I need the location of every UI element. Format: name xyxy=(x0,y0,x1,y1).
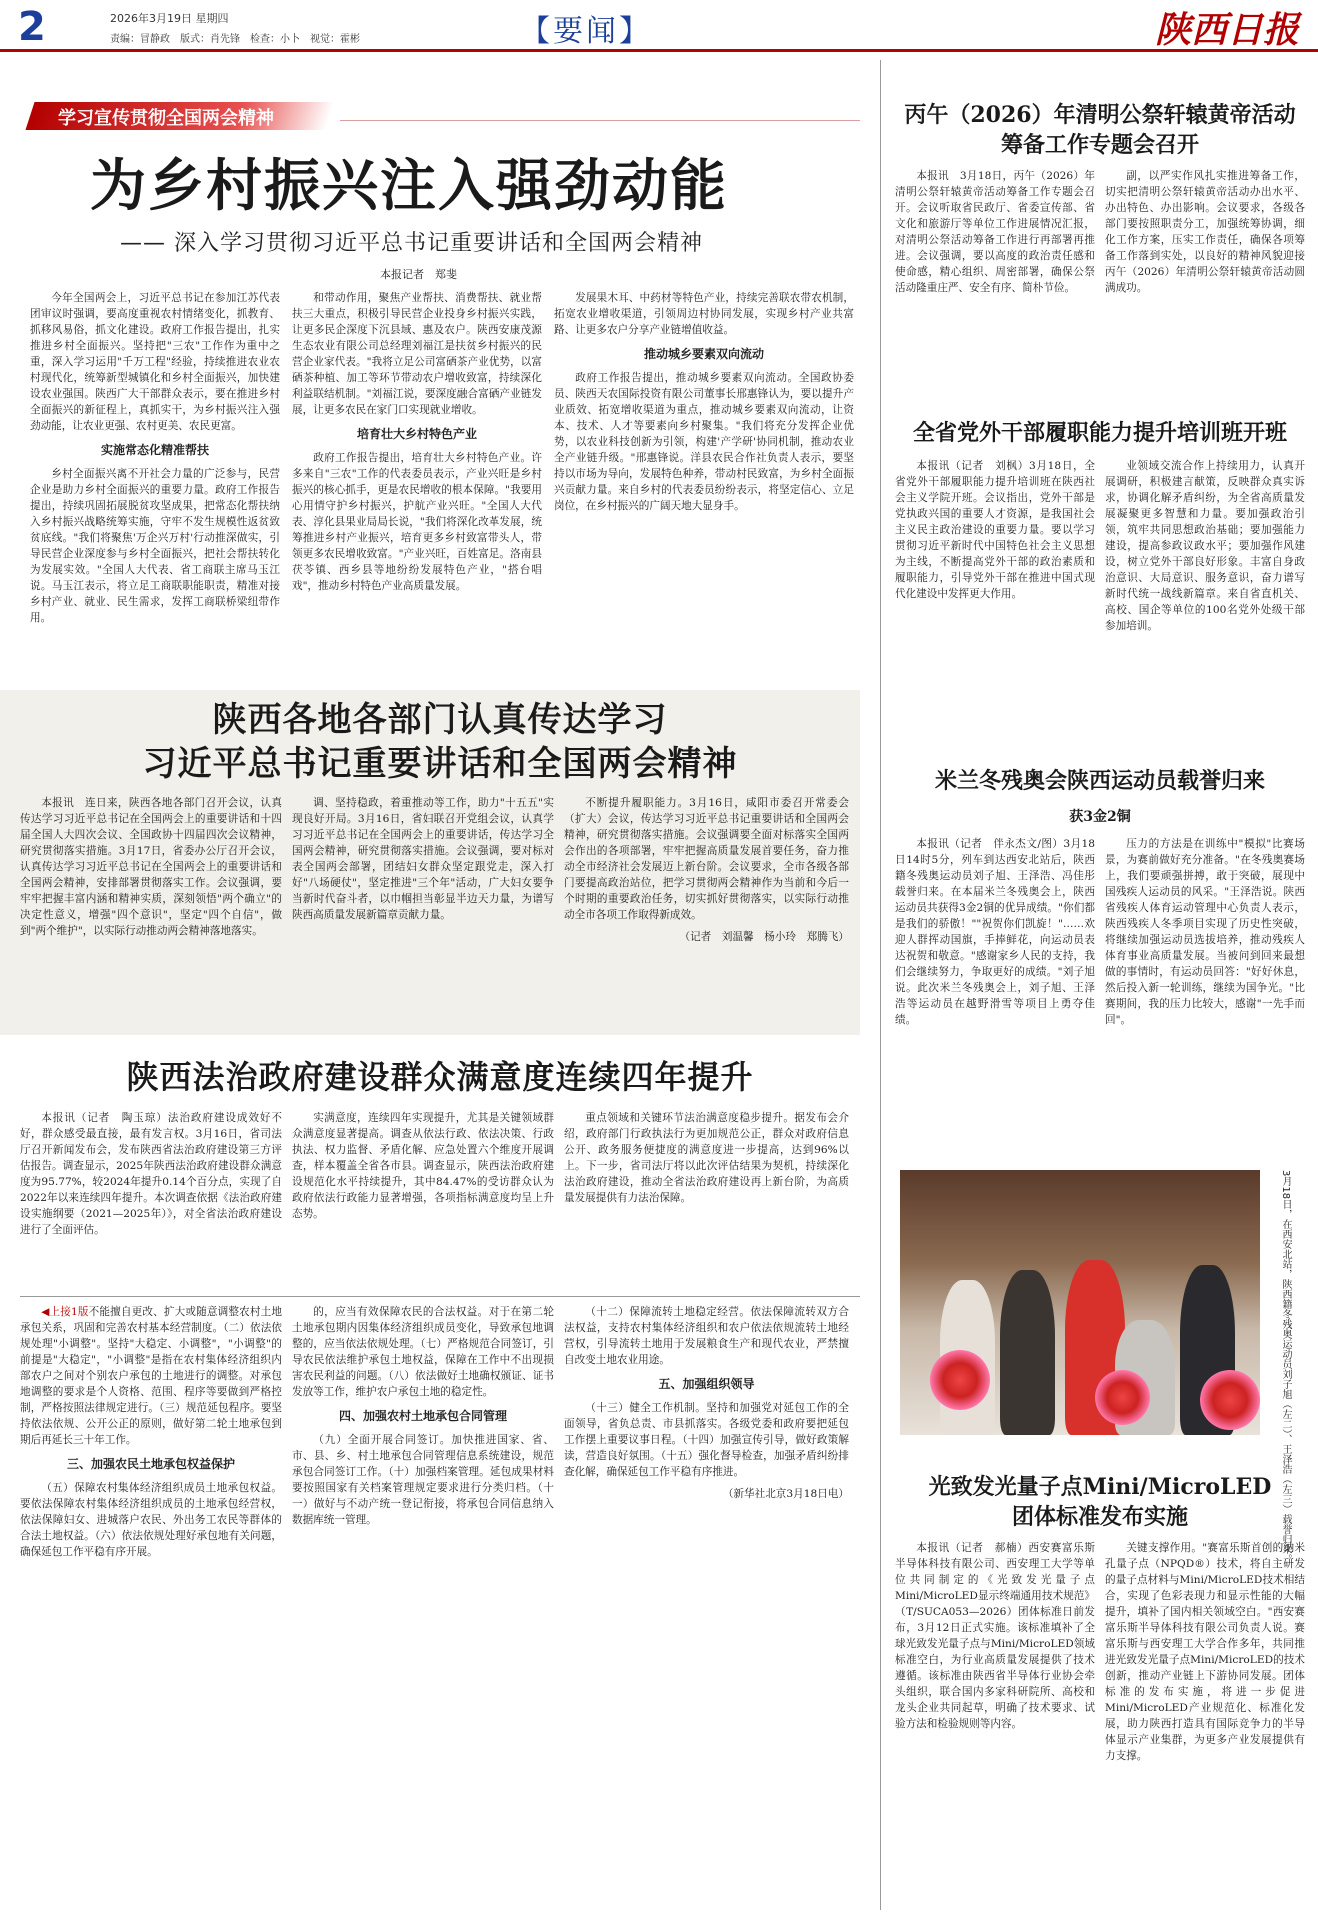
article-3-column-2 xyxy=(292,1110,554,1222)
right-1-headline-line-1: 丙午（2026）年清明公祭轩辕黄帝活动 xyxy=(904,102,1296,128)
lead-subhead-2: 培育壮大乡村特色产业 xyxy=(356,427,477,441)
lead-subhead-3: 推动城乡要素双向流动 xyxy=(643,347,764,361)
right-4-para: 本报讯（记者 郝楠）西安赛富乐斯半导体科技有限公司、西安理工大学等单位共同制定的《光致发光量子点Mini/MicroLED显示终端通用技术规范》（T/SUCA053—2026）团体标准日前发布，3月12日正式实施。该标准填补了全球光致发光量子点与Mini/MicroLED领域标准空白，为行业高质量发展提供了技术遵循。该标准由陕西省半导体行业协会牵头组织，联合国内多家科研院所、高校和龙头企业共同起草，明确了技术要求、试验方法和检验规则等内容。 xyxy=(895,1542,1095,1730)
right-2-headline: 全省党外干部履职能力提升培训班开班 xyxy=(912,420,1287,446)
right-2-para: 业领域交流合作上持续用力，认真开展调研，积极建言献策，反映群众真实诉求，协调化解矛盾纠纷，为全省高质量发展凝聚更多智慧和力量。要加强政治引领，筑牢共同思想政治基础；要加强能力建设，提高参政议政水平；要加强作风建设，树立党外干部良好形象。丰富自身政治意识、大局意识、服务意识，奋力谱写新时代统一战线新篇章。来自省直机关、高校、国企等单位的100名党外处级干部参加培训。 xyxy=(1105,460,1305,632)
article-2-column-2 xyxy=(292,795,554,923)
article-3-para: 重点领域和关键环节法治满意度稳步提升。据发布会介绍，政府部门行政执法行为更加规范公正，群众对政府信息公开、政务服务便捷度的满意度进一步提高，达到96%以上。下一步，省司法厅将以此次评估结果为契机，持续深化法治政府建设，推动全省法治政府建设再上新台阶，为高质量发展提供有力法治保障。 xyxy=(564,1112,849,1204)
lead-subheadline: —— 深入学习贯彻习近平总书记重要讲话和全国两会精神 xyxy=(120,231,703,256)
column-divider xyxy=(880,60,881,1910)
page-number: 2 xyxy=(18,4,46,50)
article-4-para: 的，应当有效保障农民的合法权益。对于在第二轮土地承包期内因集体经济组织成员变化，导致承包地调整的，应当依法依规处理。（七）严格规范合同签订，引导农民依法维护承包土地权益，保障在工作中不出现损害农民利益的问题。（八）依法做好土地确权颁证、证书发放等工作，维护农户承包土地的稳定性。 xyxy=(292,1306,554,1398)
right-2-para: 本报讯（记者 刘枫）3月18日，全省党外干部履职能力提升培训班在陕西社会主义学院开班。会议指出，党外干部是党执政兴国的重要人才资源，是我国社会主义民主政治建设的重要力量。要以学习贯彻习近平新时代中国特色社会主义思想为主线，不断提高党外干部的政治素质和履职能力，引导党外干部在推进中国式现代化建设中发挥更大作用。 xyxy=(895,460,1095,600)
lead-para: 政府工作报告提出，培育壮大乡村特色产业。许多来自"三农"工作的代表委员表示，产业兴旺是乡村振兴的核心抓手，更是农民增收的根本保障。"我要用心用情守护乡村振兴，护航产业兴旺。"全国人大代表、淳化县果业局局长说，"我们将深化改革发展，统筹推进乡村产业振兴，培育更多乡村致富带头人，带领更多农民增收致富。"产业兴旺，百姓富足。洛南县茯苓镇、西乡县等地纷纷发展特色产业，"搭台唱戏"，推动乡村特色产业高质量发展。 xyxy=(292,452,542,592)
right-1-headline-line-2: 筹备工作专题会召开 xyxy=(1000,132,1199,158)
article-4-para: （十三）健全工作机制。坚持和加强党对延包工作的全面领导，省负总责、市县抓落实。各级党委和政府要把延包工作摆上重要议事日程。（十四）加强宣传引导，做好政策解读，营造良好氛围。（十五）强化督导检查，加强矛盾纠纷排查化解，确保延包工作平稳有序推进。 xyxy=(564,1402,849,1478)
divider xyxy=(20,1296,860,1297)
right-3-para: 本报讯（记者 伴永杰文/图）3月18日14时5分，列车到达西安北站后，陕西籍冬残奥运动员刘子旭、王泽浩、冯佳彤载誉归来。在本届米兰冬残奥会上，陕西运动员共获得3金2铜的优异成绩。"你们都是我们的骄傲！""祝贺你们凯旋！"……欢迎人群挥动国旗，手捧鲜花，向运动员表达祝贺和敬意。"感谢家乡人民的支持，我们会继续努力，争取更好的成绩。"刘子旭说。此次米兰冬残奥会上，刘子旭、王泽浩等运动员在越野滑雪等项目上勇夺佳绩。 xyxy=(895,838,1095,1026)
article-3-headline: 陕西法治政府建设群众满意度连续四年提升 xyxy=(126,1058,754,1096)
lead-column-1 xyxy=(30,290,280,626)
right-1-column-2 xyxy=(1105,168,1305,296)
article-2-para: 本报讯 连日来，陕西各地各部门召开会议，认真传达学习习近平总书记在全国两会上的重要讲话和十四届全国人大四次会议、全国政协十四届四次会议精神，研究贯彻落实措施。3月17日，省委办公厅召开会议，认真传达学习习近平总书记在全国两会上的重要讲话和全国两会精神，安排部署贯彻落实工作。会议强调，要牢牢把握丰富内涵和精神实质，深刻领悟"两个确立"的决定性意义，增强"四个意识"，坚定"四个自信"，做到"两个维护"，以实际行动推动两会精神落地落实。 xyxy=(20,797,282,937)
lead-para: 和带动作用，聚焦产业帮扶、消费帮扶、就业帮扶三大重点，积极引导民营企业投身乡村振兴实践，让更多民企深度下沉县域、惠及农户。陕西安康茂源生态农业有限公司总经理刘福江是扶贫乡村振兴的民营企业家代表。"我将立足公司富硒茶产业优势，以富硒茶种植、加工等环节带动农户增收致富，持续深化利益联结机制。"刘福江说，要深度融合富硒产业链发展，让更多农民在家门口实现就业增收。 xyxy=(292,292,542,416)
lead-para: 乡村全面振兴离不开社会力量的广泛参与，民营企业是助力乡村全面振兴的重要力量。政府工作报告提出，持续巩固拓展脱贫攻坚成果，把常态化帮扶纳入乡村振兴战略统筹实施，守牢不发生规模性返贫致贫底线。"我们将聚焦'万企兴万村'行动推深做实，引导民营企业深度参与乡村全面振兴，把社会帮扶转化为发展实效。"全国人大代表、省工商联主席马玉江说。马玉江表示，将立足工商联职能职责，精准对接乡村产业、就业、民生需求，发挥工商联桥梁纽带作用。 xyxy=(30,468,280,624)
article-4-para: 不能擅自更改、扩大或随意调整农村土地承包关系，巩固和完善农村基本经营制度。（二）依法依规处理"小调整"。坚持"大稳定、小调整"，"小调整"的前提是"大稳定"，"小调整"是指在农村集体经济组织内部农户之间对个别农户承包的土地进行的调整。对承包地调整的要求是个人资格、范围、程序等要做到严格控制，严格按照法律规定进行。（三）规范延包程序。要坚持依法依规、公开公正的原则，做好第二轮土地承包到期后再延长三十年工作。 xyxy=(20,1306,282,1446)
right-4-column-2 xyxy=(1105,1540,1305,1764)
article-3-para: 实满意度，连续四年实现提升，尤其是关键领域群众满意度显著提高。调查从依法行政、依法决策、行政执法、权力监督、矛盾化解、应急处置六个维度开展调查，样本覆盖全省各市县。调查显示，陕西法治政府建设规范化水平持续提升，其中84.47%的受访群众认为政府依法行政能力显著增强，各项指标满意度均呈上升态势。 xyxy=(292,1112,554,1220)
lead-para: 今年全国两会上，习近平总书记在参加江苏代表团审议时强调，要高度重视农村情绪变化，抓教育、抓移风易俗，抓文化建设。政府工作报告提出，扎实推进乡村全面振兴。坚持把"三农"工作作为重中之重，深入学习运用"千万工程"经验，持续推进农业农村现代化，统筹新型城镇化和乡村全面振兴，加快建设农业强国。陕西广大干部群众表示，要在推进乡村全面振兴的新征程上，真抓实干，为乡村振兴注入强劲动能，让农业更强、农村更美、农民更富。 xyxy=(30,292,280,432)
right-3-subheadline: 获3金2铜 xyxy=(1069,809,1131,825)
right-3-column-1 xyxy=(895,836,1095,1028)
topic-banner xyxy=(30,100,850,136)
continued-marker: ◀上接1版 xyxy=(41,1306,89,1318)
topic-banner-text: 学习宣传贯彻全国两会精神 xyxy=(58,108,274,129)
article-4-subhead-1: 三、加强农民土地承包权益保护 xyxy=(66,1457,235,1471)
lead-column-3 xyxy=(554,290,854,514)
article-4-para: （十二）保障流转土地稳定经营。依法保障流转双方合法权益，支持农村集体经济组织和农户依法依规流转土地经营权，引导流转土地用于发展粮食生产和现代农业，严禁擅自改变土地农业用途。 xyxy=(564,1306,849,1366)
right-1-para: 副，以严实作风扎实推进筹备工作，切实把清明公祭轩辕黄帝活动办出水平、办出特色、办出影响。会议要求，各级各部门要按照职责分工，加强统筹协调，细化工作方案，压实工作责任，确保各项筹备工作落到实处，以良好的精神风貌迎接丙午（2026）年清明公祭轩辕黄帝活动圆满成功。 xyxy=(1105,170,1305,294)
issue-date: 2026年3月19日 星期四 xyxy=(110,12,229,25)
article-4-subhead-2: 四、加强农村土地承包合同管理 xyxy=(338,1409,507,1423)
article-4-para: （五）保障农村集体经济组织成员土地承包权益。要依法保障农村集体经济组织成员的土地承包经营权，依法保障妇女、进城落户农民、外出务工农民等群体的合法土地权益。（六）依法依规处理好承包地有关问题，确保延包工作平稳有序开展。 xyxy=(20,1482,282,1558)
article-4-column-3 xyxy=(564,1304,849,1502)
article-4-column-2 xyxy=(292,1304,554,1528)
article-2-para: 不断提升履职能力。3月16日，咸阳市委召开常委会（扩大）会议，传达学习习近平总书记重要讲话和全国两会精神，研究贯彻落实措施。会议强调要全面对标落实全国两会作出的各项部署，牢牢把握高质量发展首要任务，奋力推动全市经济社会发展迈上新台阶。会议要求，全市各级各部门要提高政治站位，把学习贯彻两会精神作为当前和今后一个时期的重要政治任务，切实抓好贯彻落实，以实际行动推动全市各项工作取得新成效。 xyxy=(564,797,849,921)
right-4-headline xyxy=(895,1472,1305,1532)
right-1-column-1 xyxy=(895,168,1095,296)
article-4-subhead-3: 五、加强组织领导 xyxy=(658,1377,755,1391)
article-4-column-1 xyxy=(20,1304,282,1560)
article-2-headline-line-1: 陕西各地各部门认真传达学习 xyxy=(212,700,668,740)
editor-credits: 责编：冒静政 版式：肖先锋 检查：小卜 视觉：霍彬 xyxy=(110,34,360,45)
lead-column-2 xyxy=(292,290,542,594)
article-4-byline: （新华社北京3月18日电） xyxy=(722,1488,849,1500)
article-4-para: （九）全面开展合同签订。加快推进国家、省、市、县、乡、村土地承包合同管理信息系统建设，规范承包合同签订工作。（十）加强档案管理。延包成果材料要按照国家有关档案管理规定要求进行分类归档。（十一）做好与不动产统一登记衔接，将承包合同信息纳入数据库统一管理。 xyxy=(292,1434,554,1526)
lead-para: 发展果木耳、中药材等特色产业，持续完善联农带农机制，拓宽农业增收渠道，引领周边村协同发展，实现乡村产业共富路、让更多农户分享产业链增值收益。 xyxy=(554,292,854,336)
section-tag: 【要闻】 xyxy=(520,14,652,49)
right-1-para: 本报讯 3月18日，丙午（2026）年清明公祭轩辕黄帝活动筹备工作专题会召开。会议听取省民政厅、省委宣传部、省文化和旅游厅等单位工作进展情况汇报，对清明公祭活动筹备工作进行再部署再推进。会议强调，要以高度的政治责任感和使命感，精心组织、周密部署，确保公祭活动隆重庄严、安全有序、简朴节俭。 xyxy=(895,170,1095,294)
article-2-byline: （记者 刘温馨 杨小玲 郑腾飞） xyxy=(679,931,849,943)
right-4-headline-line-1: 光致发光量子点Mini/MicroLED xyxy=(928,1474,1272,1500)
right-2-column-2 xyxy=(1105,458,1305,634)
right-3-column-2 xyxy=(1105,836,1305,1028)
newspaper-logo: 陕西日报 xyxy=(1155,9,1300,51)
article-2-headline-line-2: 习近平总书记重要讲话和全国两会精神 xyxy=(142,744,738,784)
right-4-column-1 xyxy=(895,1540,1095,1732)
lead-para: 政府工作报告提出，推动城乡要素双向流动。全国政协委员、陕西天农国际投资有限公司董事长邢惠锋认为，要以提升产业质效、拓宽增收渠道为重点，推动城乡要素双向流动，让资本、技术、人才等要素向乡村聚集。"我们将充分发挥企业优势，以农业科技创新为引领，构建'产学研'协同机制，推动农业全产业链升级。"邢惠锋说。洋县农民合作社负责人表示，要坚持以市场为导向，发展特色种养，带动村民致富，为乡村全面振兴贡献力量。来自乡村的代表委员纷纷表示，将坚定信心、立足岗位，在乡村振兴的广阔天地大显身手。 xyxy=(554,372,854,512)
article-3-column-3 xyxy=(564,1110,849,1206)
right-1-headline xyxy=(895,100,1305,160)
lead-subhead-1: 实施常态化精准帮扶 xyxy=(100,443,209,457)
athletes-photo xyxy=(900,1170,1260,1435)
right-4-para: 关键支撑作用。"赛富乐斯首创的纳米孔量子点（NPQD®）技术，将自主研发的量子点材料与Mini/MicroLED技术相结合，实现了色彩表现力和显示性能的大幅提升，填补了国内相关领域空白。"西安赛富乐斯半导体科技有限公司负责人说。赛富乐斯与西安理工大学合作多年，共同推进光致发光量子点Mini/MicroLED的技术创新，推动产业链上下游协同发展。团体标准的发布实施，将进一步促进Mini/MicroLED产业规范化、标准化发展，助力陕西打造具有国际竞争力的半导体显示产业集群，为更多产业发展提供有力支撑。 xyxy=(1105,1542,1305,1762)
article-2-headline xyxy=(30,698,850,786)
lead-byline: 本报记者 郑斐 xyxy=(380,268,457,281)
right-3-headline: 米兰冬残奥会陕西运动员载誉归来 xyxy=(934,768,1265,794)
article-3-para: 本报讯（记者 陶玉琼）法治政府建设成效好不好，群众感受最直接，最有发言权。3月16日，省司法厅召开新闻发布会，发布陕西省法治政府建设第三方评估报告。调查显示，2025年陕西法治政府建设群众满意度为95.77%，较2024年提升0.14个百分点，实现了自2022年以来连续四年提升。本次调查依据《法治政府建设实施纲要（2021—2025年）》，对全省法治政府建设进行了全面评估。 xyxy=(20,1112,282,1236)
article-2-column-3 xyxy=(564,795,849,945)
right-4-headline-line-2: 团体标准发布实施 xyxy=(1011,1504,1188,1530)
article-2-para: 调、坚持稳政，着重推动等工作，助力"十五五"实现良好开局。3月16日，省妇联召开党组会议，认真学习习近平总书记在全国两会上的重要讲话，传达学习全国两会精神，研究贯彻落实措施。会议强调，要对标对表全国两会部署，团结妇女群众坚定跟党走，深入打好"八场硬仗"，坚定推进"三个年"活动，广大妇女要争当新时代奋斗者，以巾帼担当彰显半边天力量，为谱写陕西高质量发展新篇章贡献力量。 xyxy=(292,797,554,921)
lead-headline: 为乡村振兴注入强劲动能 xyxy=(90,153,728,219)
article-3-column-1 xyxy=(20,1110,282,1238)
article-2-column-1 xyxy=(20,795,282,939)
right-2-column-1 xyxy=(895,458,1095,602)
photo-caption: 3月18日，在西安北站，陕西籍冬残奥运动员刘子旭（左二）、王泽浩（左三）载誉归来。 xyxy=(1280,1170,1291,1565)
right-3-para: 压力的方法是在训练中"模拟"比赛场景，为赛前做好充分准备。"在冬残奥赛场上，我们要顽强拼搏，敢于突破，展现中国残疾人运动员的风采。"王泽浩说。陕西省残疾人体育运动管理中心负责人表示，陕西残疾人冬季项目实现了历史性突破，将继续加强运动员选拔培养，推动残疾人体育事业高质量发展。当被问到回来最想做的事情时，有运动员回答："好好休息，然后投入新一轮训练，继续为国争光。"比赛期间，我的压力比较大，感谢"一先手而回"。 xyxy=(1105,838,1305,1026)
